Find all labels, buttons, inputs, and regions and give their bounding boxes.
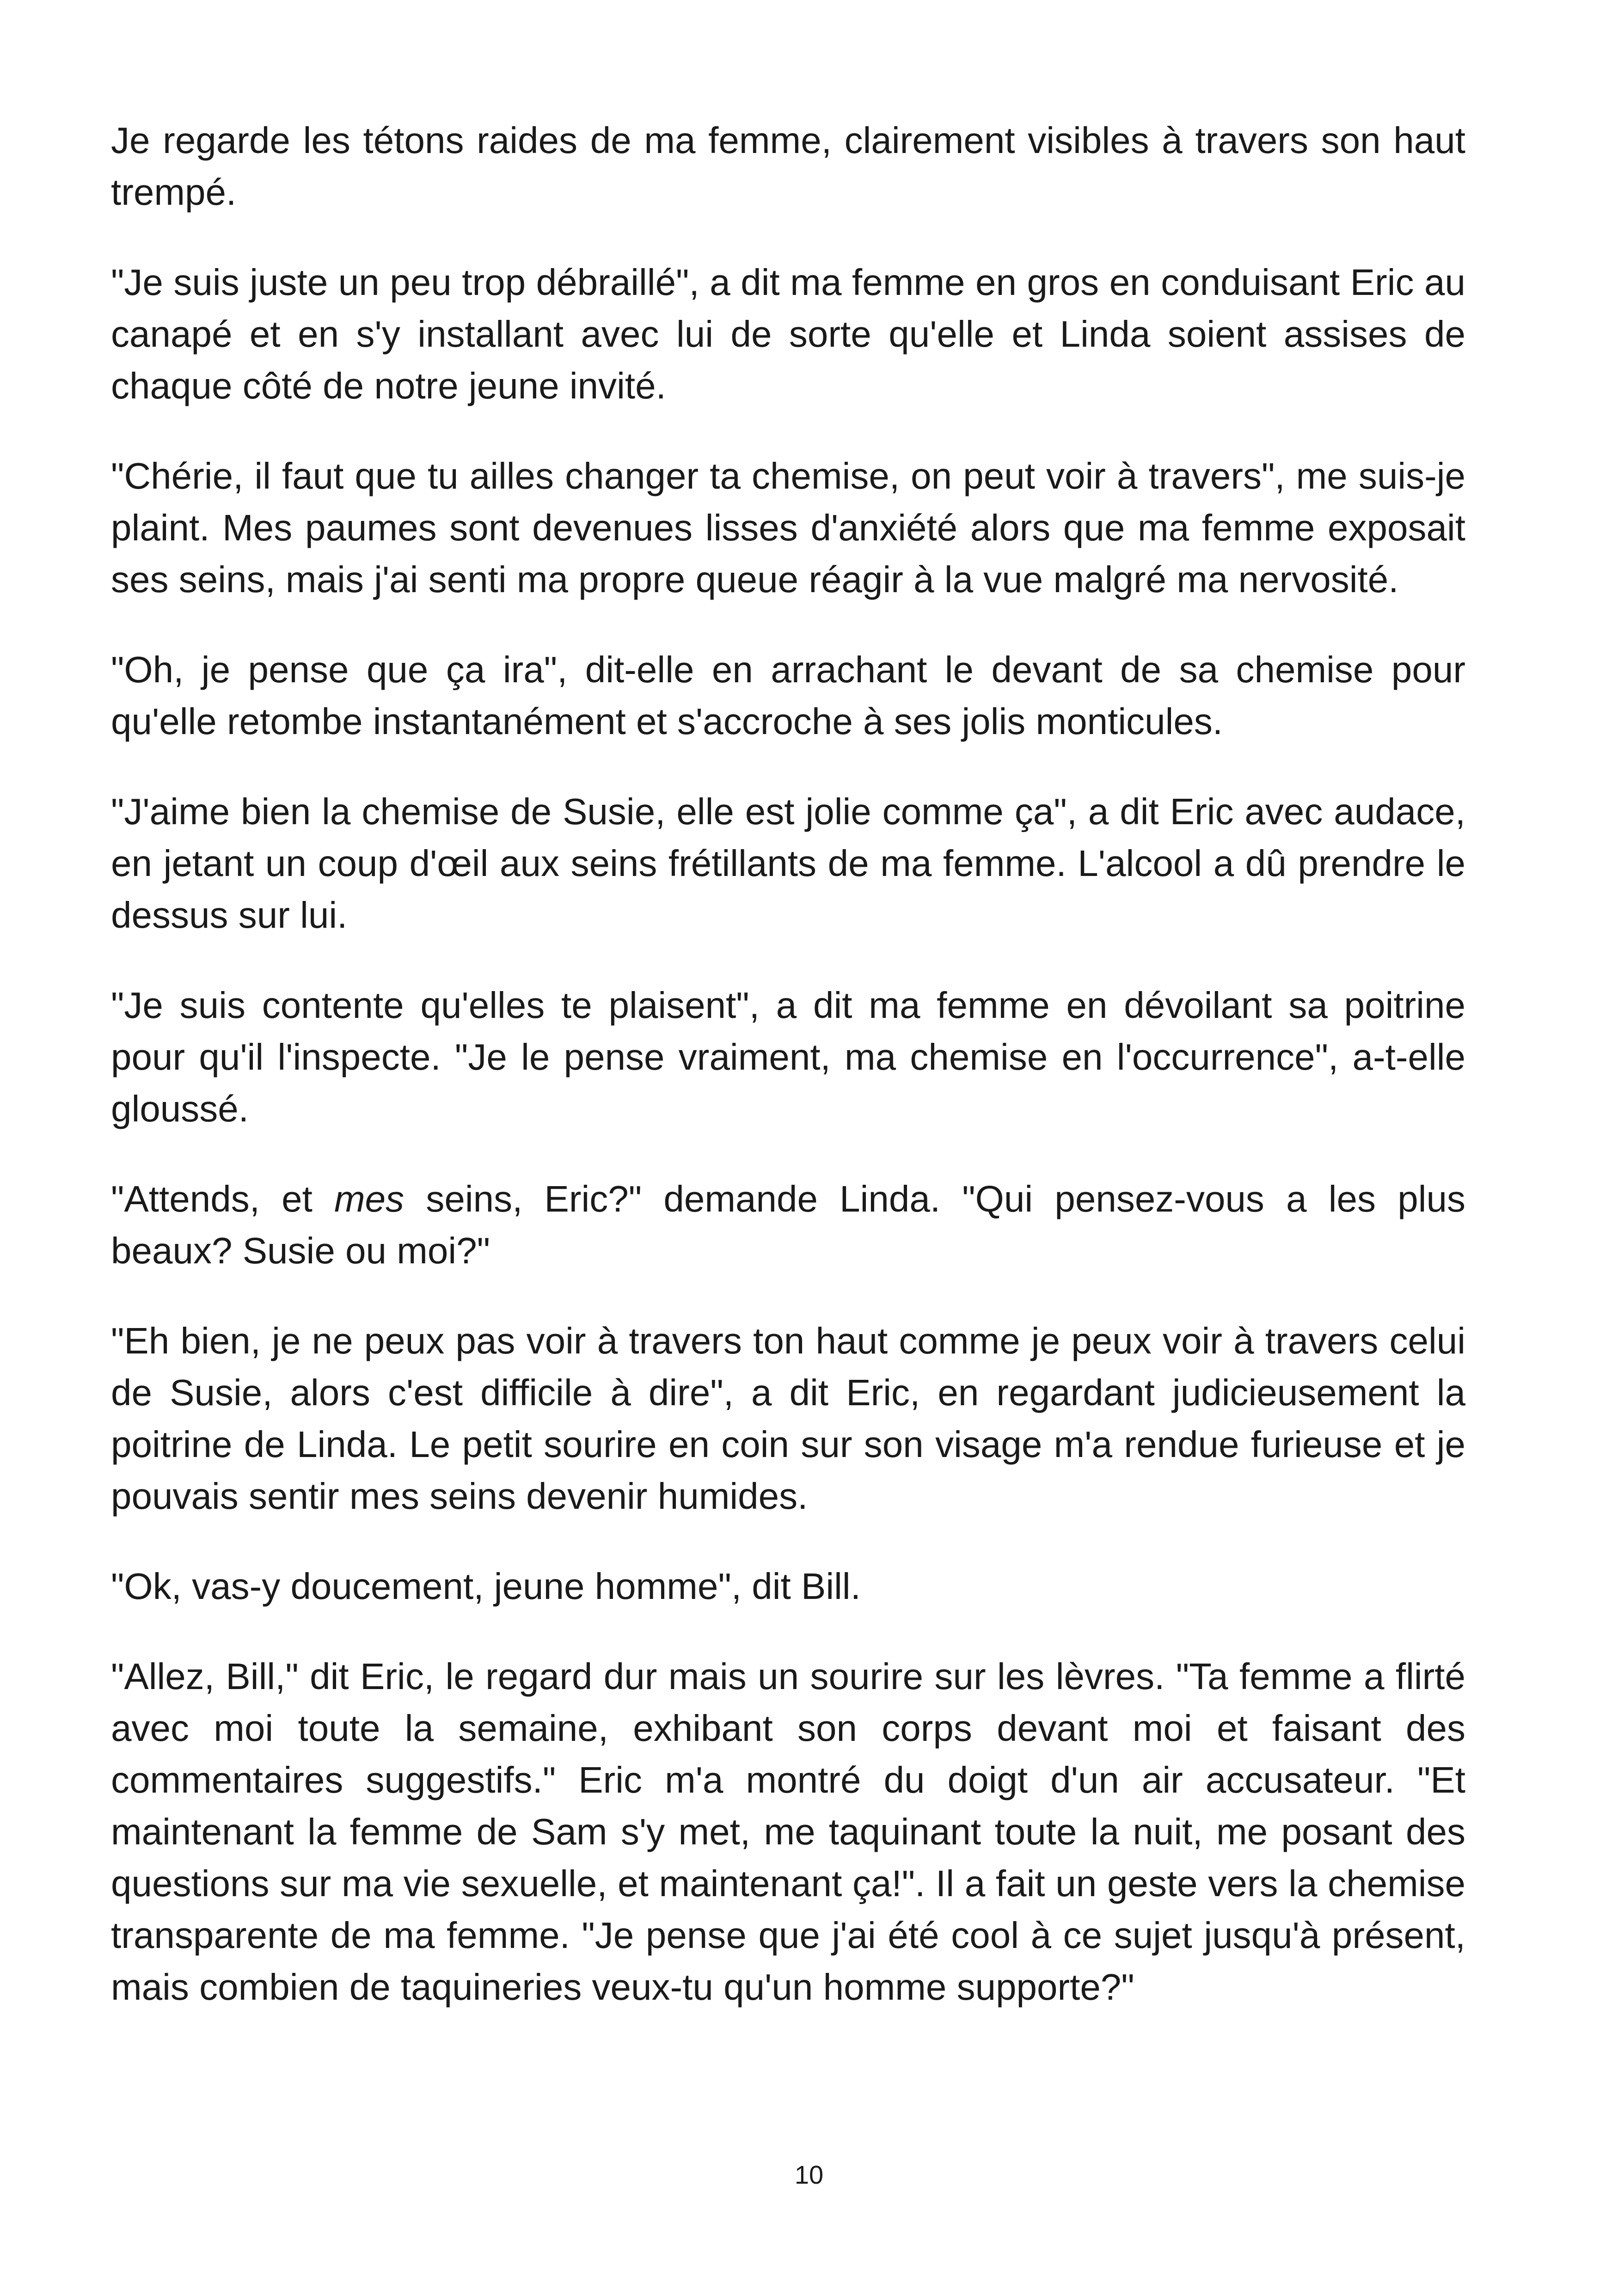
page-number: 10: [794, 2160, 824, 2189]
paragraph-3: "Chérie, il faut que tu ailles changer ta chemise, on peut voir à travers", me suis-je plaint. Mes paumes sont devenues lisses d'anxiété alors que ma femme exposait ses seins, mais j'ai senti ma propre queue réagir à la vue malgré ma nervosité.: [111, 455, 1465, 600]
italic-emphasis: mes: [334, 1178, 404, 1219]
paragraph-8: "Eh bien, je ne peux pas voir à travers ton haut comme je peux voir à travers celui de Susie, alors c'est difficile à dire", a dit Eric, en regardant judicieusement la poitrine de Linda. Le petit sourire en coin sur son visage m'a rendue furieuse et je pouvais sentir mes seins devenir humides.: [111, 1320, 1465, 1517]
paragraph-6: "Je suis contente qu'elles te plaisent", a dit ma femme en dévoilant sa poitrine pour qu'il l'inspecte. "Je le pense vraiment, ma chemise en l'occurrence", a-t-elle gloussé.: [111, 985, 1465, 1129]
paragraph-9: "Ok, vas-y doucement, jeune homme", dit Bill.: [111, 1566, 861, 1607]
paragraph-4: "Oh, je pense que ça ira", dit-elle en arrachant le devant de sa chemise pour qu'elle retombe instantanément et s'accroche à ses jolis monticules.: [111, 649, 1465, 742]
body-text: [111, 115, 1465, 2013]
paragraph-1: Je regarde les tétons raides de ma femme, clairement visibles à travers son haut trempé.: [111, 120, 1465, 213]
paragraph-7: "Attends, et mes seins, Eric?" demande Linda. "Qui pensez-vous a les plus beaux? Susie ou moi?": [111, 1178, 1465, 1271]
paragraph-2: "Je suis juste un peu trop débraillé", a dit ma femme en gros en conduisant Eric au canapé et en s'y installant avec lui de sorte qu'elle et Linda soient assises de chaque côté de notre jeune invité.: [111, 262, 1465, 406]
paragraph-10: "Allez, Bill," dit Eric, le regard dur mais un sourire sur les lèvres. "Ta femme a flirté avec moi toute la semaine, exhibant son corps devant moi et faisant des commentaires suggestifs." Eric m'a montré du doigt d'un air accusateur. "Et maintenant la femme de Sam s'y met, me taquinant toute la nuit, me posant des questions sur ma vie sexuelle, et maintenant ça!". Il a fait un geste vers la chemise transparente de ma femme. "Je pense que j'ai été cool à ce sujet jusqu'à présent, mais combien de taquineries veux-tu qu'un homme supporte?": [111, 1656, 1465, 2008]
paragraph-5: "J'aime bien la chemise de Susie, elle est jolie comme ça", a dit Eric avec audace, en jetant un coup d'œil aux seins frétillants de ma femme. L'alcool a dû prendre le dessus sur lui.: [111, 791, 1465, 936]
